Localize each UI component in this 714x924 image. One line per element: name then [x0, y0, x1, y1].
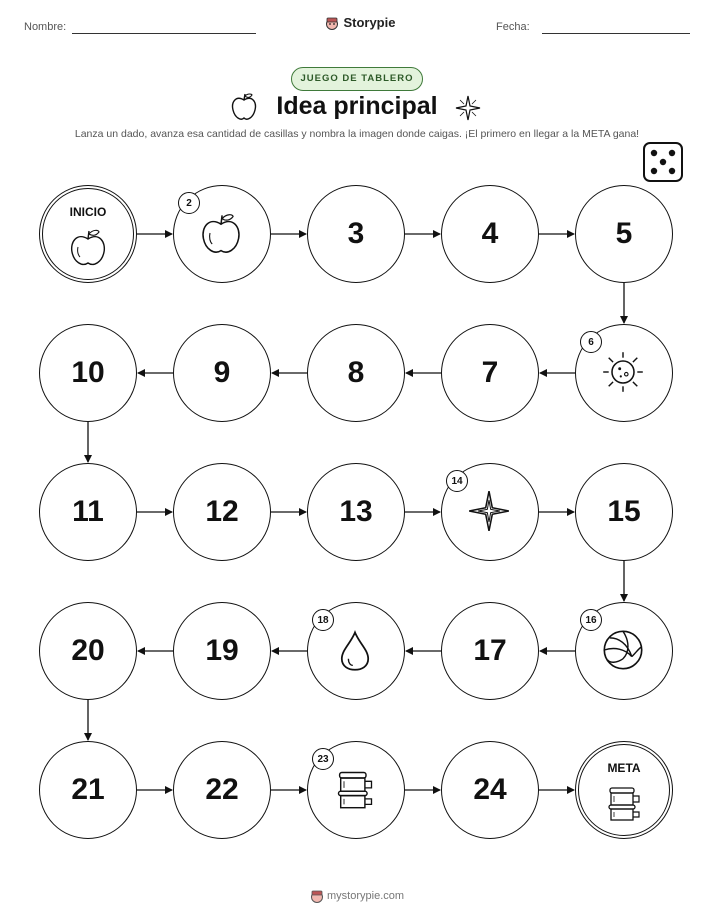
board-cell-4 [441, 185, 539, 283]
cell-number: 21 [71, 773, 105, 806]
cell-number: 11 [72, 495, 104, 528]
water-drop-icon [333, 628, 377, 672]
cell-number-badge: 14 [446, 470, 468, 492]
pots-icon [333, 767, 377, 811]
board-cell-19 [173, 602, 271, 700]
board-cell-14 [441, 463, 539, 561]
name-label: Nombre: [24, 21, 67, 33]
board-cell-3 [307, 185, 405, 283]
board-cell-24 [441, 741, 539, 839]
cell-number: 22 [205, 773, 239, 806]
board-cell-2 [173, 185, 271, 283]
cell-number: 8 [347, 356, 365, 389]
board-cell-5 [575, 185, 673, 283]
cell-number-badge: 23 [312, 748, 334, 770]
finish-label: META [607, 761, 641, 775]
cell-number: 9 [213, 356, 231, 389]
board-cell-7 [441, 324, 539, 422]
board-cell-13 [307, 463, 405, 561]
board-cell-23 [307, 741, 405, 839]
board-cell-11 [39, 463, 137, 561]
cell-number: 7 [481, 356, 499, 389]
start-cell [39, 185, 137, 283]
cell-number: 5 [615, 217, 633, 250]
cell-number-badge: 16 [580, 609, 602, 631]
date-label: Fecha: [496, 21, 530, 33]
volleyball-icon [601, 628, 645, 672]
board-cell-9 [173, 324, 271, 422]
mascot-icon [310, 889, 324, 903]
board-cell-8 [307, 324, 405, 422]
instructions: Lanza un dado, avanza esa cantidad de casillas y nombra la imagen donde caigas. ¡El primero en llegar a la META gana! [74, 128, 640, 140]
cell-number: 24 [473, 773, 507, 806]
cell-number: 3 [347, 217, 365, 250]
board-cell-15 [575, 463, 673, 561]
game-type-badge: JUEGO DE TABLERO [291, 67, 423, 91]
apple-icon [199, 211, 243, 255]
board-cell-6 [575, 324, 673, 422]
footer-url[interactable]: mystorypie.com [327, 889, 405, 902]
footer [0, 889, 714, 903]
board-cell-12 [173, 463, 271, 561]
board-cell-17 [441, 602, 539, 700]
cell-number: 17 [473, 634, 507, 667]
cell-number: 13 [339, 495, 373, 528]
board-cell-21 [39, 741, 137, 839]
start-label: INICIO [69, 205, 107, 219]
board-cell-20 [39, 602, 137, 700]
cell-number-badge: 6 [580, 331, 602, 353]
board-cell-16 [575, 602, 673, 700]
apple-icon [68, 227, 108, 267]
finish-cell [575, 741, 673, 839]
cell-number-badge: 2 [178, 192, 200, 214]
cell-number: 4 [481, 217, 499, 250]
cell-number: 15 [607, 495, 641, 528]
cell-number: 20 [71, 634, 105, 667]
sparkle-icon [467, 489, 511, 533]
board-cell-22 [173, 741, 271, 839]
page-title: Idea principal [276, 92, 438, 120]
cell-number-badge: 18 [312, 609, 334, 631]
brand-name: Storypie [343, 15, 396, 30]
cell-number: 12 [205, 495, 239, 528]
pots-icon [604, 783, 644, 823]
board-cell-18 [307, 602, 405, 700]
board-cell-10 [39, 324, 137, 422]
sun-icon [601, 350, 645, 394]
cell-number: 10 [71, 356, 105, 389]
cell-number: 19 [205, 634, 239, 667]
